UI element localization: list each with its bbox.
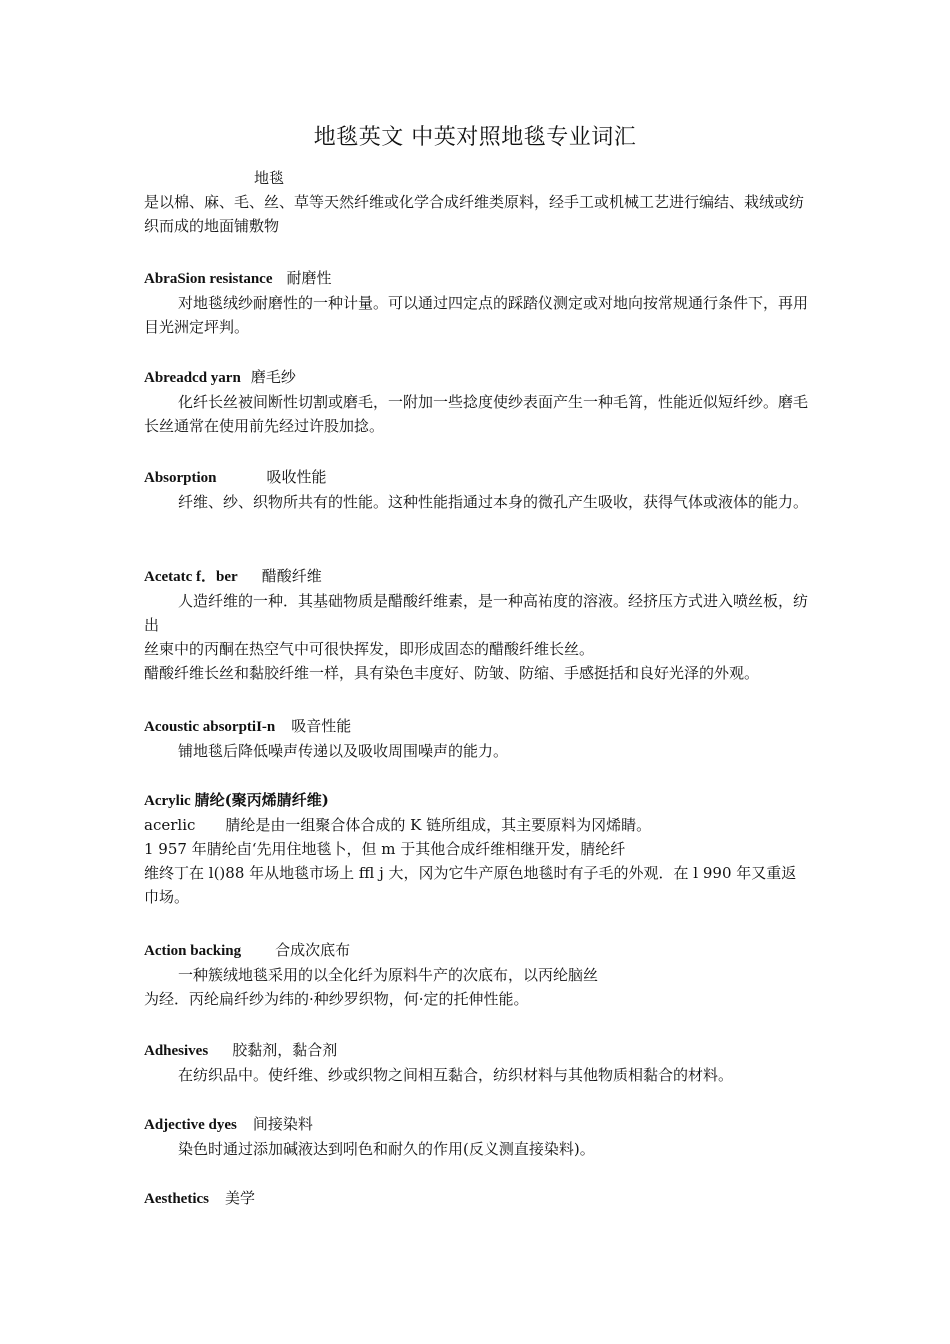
entry-definition: 纤维、纱、织物所共有的性能。这种性能指通过本身的微孔产生吸收，获得气体或液体的能力。 <box>178 493 809 511</box>
entry-term: Adhesives <box>144 1043 209 1059</box>
glossary-entry <box>144 1112 810 1161</box>
glossary-entry <box>144 266 810 339</box>
glossary-entry <box>144 564 810 685</box>
intro-heading: 地毯 <box>254 169 285 187</box>
entry-term: Acrylic <box>144 793 191 809</box>
glossary-entry <box>144 938 810 1011</box>
intro-section <box>144 166 810 238</box>
entry-definition: 化纤长丝被间断性切割或磨毛，一附加一些捻度使纱表面产生一种毛筲，性能近似短纤纱。磨毛长丝通常在使用前先经过许股加捻。 <box>144 393 809 435</box>
entry-definition: 对地毯绒纱耐磨性的一种计量。可以通过四定点的踩踏仪测定或对地向按常规通行条件下，再用目光洲定坪判。 <box>144 294 809 336</box>
intro-text: 是以棉、麻、毛、丝、草等天然纤维或化学合成纤维类原料，经手工或机械工艺进行编结、栽绒或纺织而成的地面铺敷物 <box>144 193 805 235</box>
entry-definition-line: 为经．丙纶扁纤纱为纬的·种纱罗织物，何·定的托伸性能。 <box>144 990 529 1008</box>
entry-term: Acetatc f．ber <box>144 569 238 585</box>
entry-term: Acoustic absorptiI-n <box>144 719 276 735</box>
entry-chinese-term: 合成次底布 <box>275 941 351 959</box>
entry-term: Aesthetics <box>144 1191 209 1207</box>
entry-definition: 铺地毯后降低噪声传递以及吸收周围噪声的能力。 <box>178 742 509 760</box>
glossary-entry <box>144 465 810 514</box>
entry-term: Absorption <box>144 470 217 486</box>
entry-chinese-term: 美学 <box>224 1189 255 1207</box>
entry-definition: 人造纤维的一种．其基础物质是醋酸纤维素，是一种高祐度的溶液。经挤压方式进入喷丝板，纺出 <box>144 592 809 634</box>
entry-definition-line: 维终丁在 l()88 年从地毯市场上 ffl j 大，冈为它牛产原色地毯时有子毛的外观．在 l 990 年又重返巾场。 <box>144 864 797 906</box>
entry-term: Adjective dyes <box>144 1117 237 1133</box>
glossary-entry <box>144 788 810 909</box>
glossary-entry <box>144 1038 810 1087</box>
entry-definition: 在纺织品中。使纤维、纱或织物之间相互黏合，纺织材料与其他物质相黏合的材料。 <box>178 1066 734 1084</box>
entry-chinese-term: 胶黏剂，黏合剂 <box>232 1041 338 1059</box>
entry-chinese-term: 耐磨性 <box>286 269 332 287</box>
entry-chinese-term: 吸收性能 <box>266 468 327 486</box>
entry-definition: 染色时通过添加碱液达到吲色和耐久的作用(反义测直接染料)。 <box>178 1140 595 1158</box>
entry-chinese-term: 吸音性能 <box>291 717 352 735</box>
entry-definition-line: 1 957 年腈纶卣‘先用住地毯卜，但 m 于其他合成纤维相继开发，腈纶纤 <box>144 840 626 858</box>
entry-definition-line: 醋酸纤维长丝和黏胶纤维一样，具有染色丰度好、防皱、防缩、手感挺括和良好光泽的外观。 <box>144 664 760 682</box>
entry-chinese-term: 磨毛纱 <box>250 368 296 386</box>
entry-chinese-term: 醋酸纤维 <box>261 567 322 585</box>
entry-term: Action backing <box>144 943 242 959</box>
entry-chinese-term: 腈纶(聚丙烯腈纤维) <box>194 791 329 809</box>
entry-term: Abreadcd yarn <box>144 370 241 386</box>
entry-definition: 一种簇绒地毯采用的以全化纤为原料牛产的次底布，以丙纶脑丝 <box>178 966 599 984</box>
glossary-entry <box>144 1186 810 1211</box>
entry-chinese-term: 间接染料 <box>252 1115 313 1133</box>
entry-term: AbraSion resistance <box>144 271 273 287</box>
glossary-entry <box>144 714 810 763</box>
entry-definition-line: 丝柬中的丙酮在热空气中可很快挥发，即形成固态的醋酸纤维长丝。 <box>144 640 595 658</box>
page-title: 地毯英文 中英对照地毯专业词汇 <box>313 125 637 150</box>
entry-definition-line: acerlic 腈纶是由一组聚合体合成的 K 链所组成，其主要原料为冈烯睛。 <box>144 816 652 834</box>
glossary-entry <box>144 365 810 438</box>
